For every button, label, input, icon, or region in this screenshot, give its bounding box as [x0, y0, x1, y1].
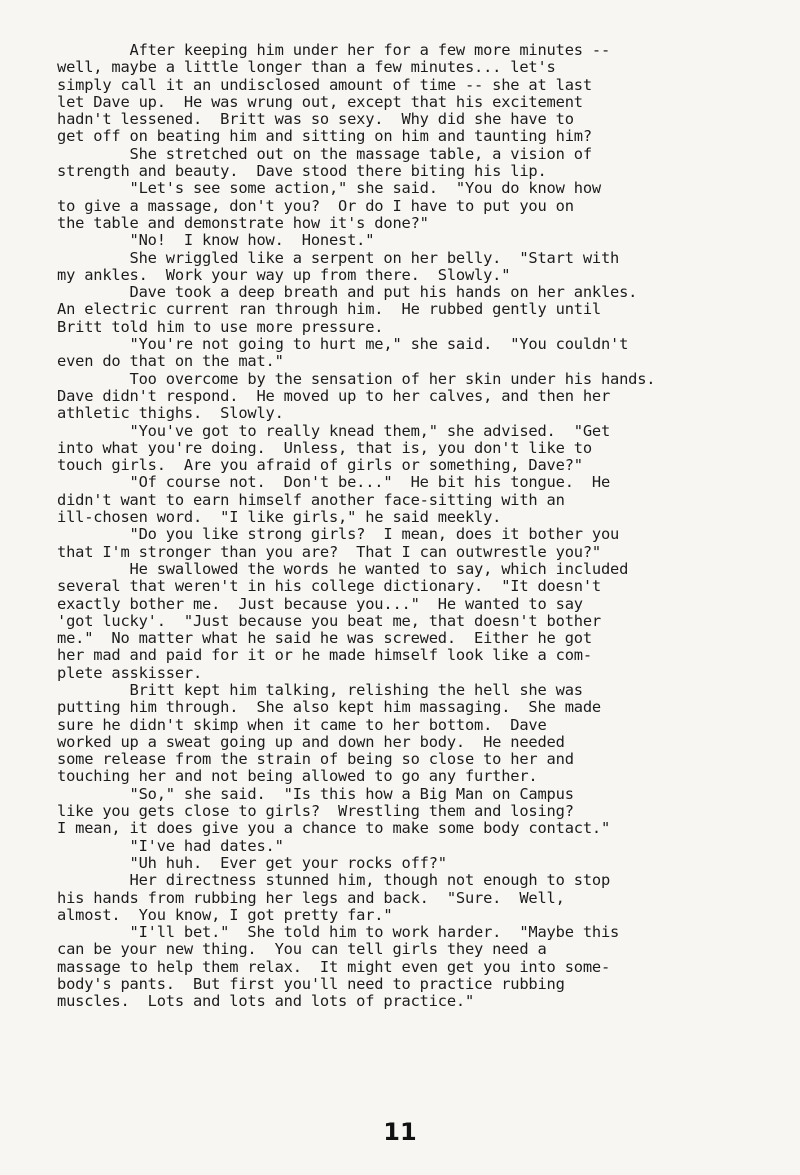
text-line: several that weren't in his college dictionary. "It doesn't — [57, 577, 601, 596]
text-line: his hands from rubbing her legs and back. "Sure. Well, — [57, 888, 565, 907]
text-line: exactly bother me. Just because you..." He wanted to say — [57, 594, 583, 613]
text-line: Her directness stunned him, though not enough to stop — [57, 871, 611, 890]
text-line: into what you're doing. Unless, that is, you don't like to — [57, 438, 592, 457]
text-line: touching her and not being allowed to go any further. — [57, 767, 538, 786]
text-line: some release from the strain of being so close to her and — [57, 750, 574, 769]
text-line: to give a massage, don't you? Or do I have to put you on — [57, 196, 574, 215]
text-line: like you gets close to girls? Wrestling them and losing? — [57, 802, 574, 821]
text-line: She wriggled like a serpent on her belly. "Start with — [57, 248, 620, 267]
text-line: He swallowed the words he wanted to say, which included — [57, 559, 629, 578]
text-line: her mad and paid for it or he made himself look like a com- — [57, 646, 592, 665]
text-line: She stretched out on the massage table, a vision of — [57, 144, 592, 163]
text-line: "You've got to really knead them," she advised. "Get — [57, 421, 611, 440]
text-line: ill-chosen word. "I like girls," he said meekly. — [57, 508, 502, 527]
text-line: plete asskisser. — [57, 663, 203, 682]
text-line: Britt kept him talking, relishing the hell she was — [57, 680, 583, 699]
text-line: that I'm stronger than you are? That I can outwrestle you?" — [57, 542, 601, 561]
text-line: "No! I know how. Honest." — [57, 231, 375, 250]
text-line: After keeping him under her for a few more minutes -- — [57, 41, 611, 59]
text-line: simply call it an undisclosed amount of time -- she at last — [57, 75, 592, 94]
text-line: even do that on the mat." — [57, 352, 284, 371]
text-line: athletic thighs. Slowly. — [57, 404, 284, 423]
text-line: my ankles. Work your way up from there. Slowly." — [57, 265, 511, 284]
text-line: "Do you like strong girls? I mean, does it bother you — [57, 525, 620, 544]
text-line: An electric current ran through him. He rubbed gently until — [57, 300, 601, 319]
text-line: Too overcome by the sensation of her skin under his hands. — [57, 369, 656, 388]
text-line: putting him through. She also kept him massaging. She made — [57, 698, 601, 717]
text-line: sure he didn't skimp when it came to her bottom. Dave — [57, 715, 547, 734]
text-line: body's pants. But first you'll need to practice rubbing — [57, 975, 565, 994]
body-text — [57, 42, 777, 1011]
text-line: Dave took a deep breath and put his hands on her ankles. — [57, 283, 638, 302]
text-line: Britt told him to use more pressure. — [57, 317, 384, 336]
text-line: "I've had dates." — [57, 836, 284, 855]
text-line: "Of course not. Don't be..." He bit his tongue. He — [57, 473, 611, 492]
text-line: "Uh huh. Ever get your rocks off?" — [57, 853, 447, 872]
text-line: massage to help them relax. It might even get you into some- — [57, 957, 611, 976]
text-line: hadn't lessened. Britt was so sexy. Why did she have to — [57, 110, 574, 129]
text-line: "So," she said. "Is this how a Big Man on Campus — [57, 784, 574, 803]
page-number: 11 — [383, 1118, 417, 1146]
text-line: almost. You know, I got pretty far." — [57, 905, 393, 924]
text-line: 'got lucky'. "Just because you beat me, that doesn't bother — [57, 611, 601, 630]
text-line: touch girls. Are you afraid of girls or something, Dave?" — [57, 456, 583, 475]
text-line: "Let's see some action," she said. "You do know how — [57, 179, 601, 198]
text-line: "I'll bet." She told him to work harder. "Maybe this — [57, 923, 620, 942]
text-line: Dave didn't respond. He moved up to her calves, and then her — [57, 386, 611, 405]
text-line: worked up a sweat going up and down her body. He needed — [57, 732, 565, 751]
text-line: get off on beating him and sitting on him and taunting him? — [57, 127, 592, 146]
text-line: the table and demonstrate how it's done?" — [57, 213, 429, 232]
text-line: let Dave up. He was wrung out, except that his excitement — [57, 92, 583, 111]
text-line: can be your new thing. You can tell girls they need a — [57, 940, 547, 959]
text-line: well, maybe a little longer than a few minutes... let's — [57, 58, 556, 77]
text-line: I mean, it does give you a chance to make some body contact." — [57, 819, 611, 838]
text-line: didn't want to earn himself another face-sitting with an — [57, 490, 565, 509]
text-line: "You're not going to hurt me," she said. "You couldn't — [57, 335, 629, 354]
text-line: muscles. Lots and lots and lots of practice." — [57, 992, 475, 1011]
text-line: strength and beauty. Dave stood there biting his lip. — [57, 162, 547, 181]
text-line: me." No matter what he said he was screwed. Either he got — [57, 629, 592, 648]
